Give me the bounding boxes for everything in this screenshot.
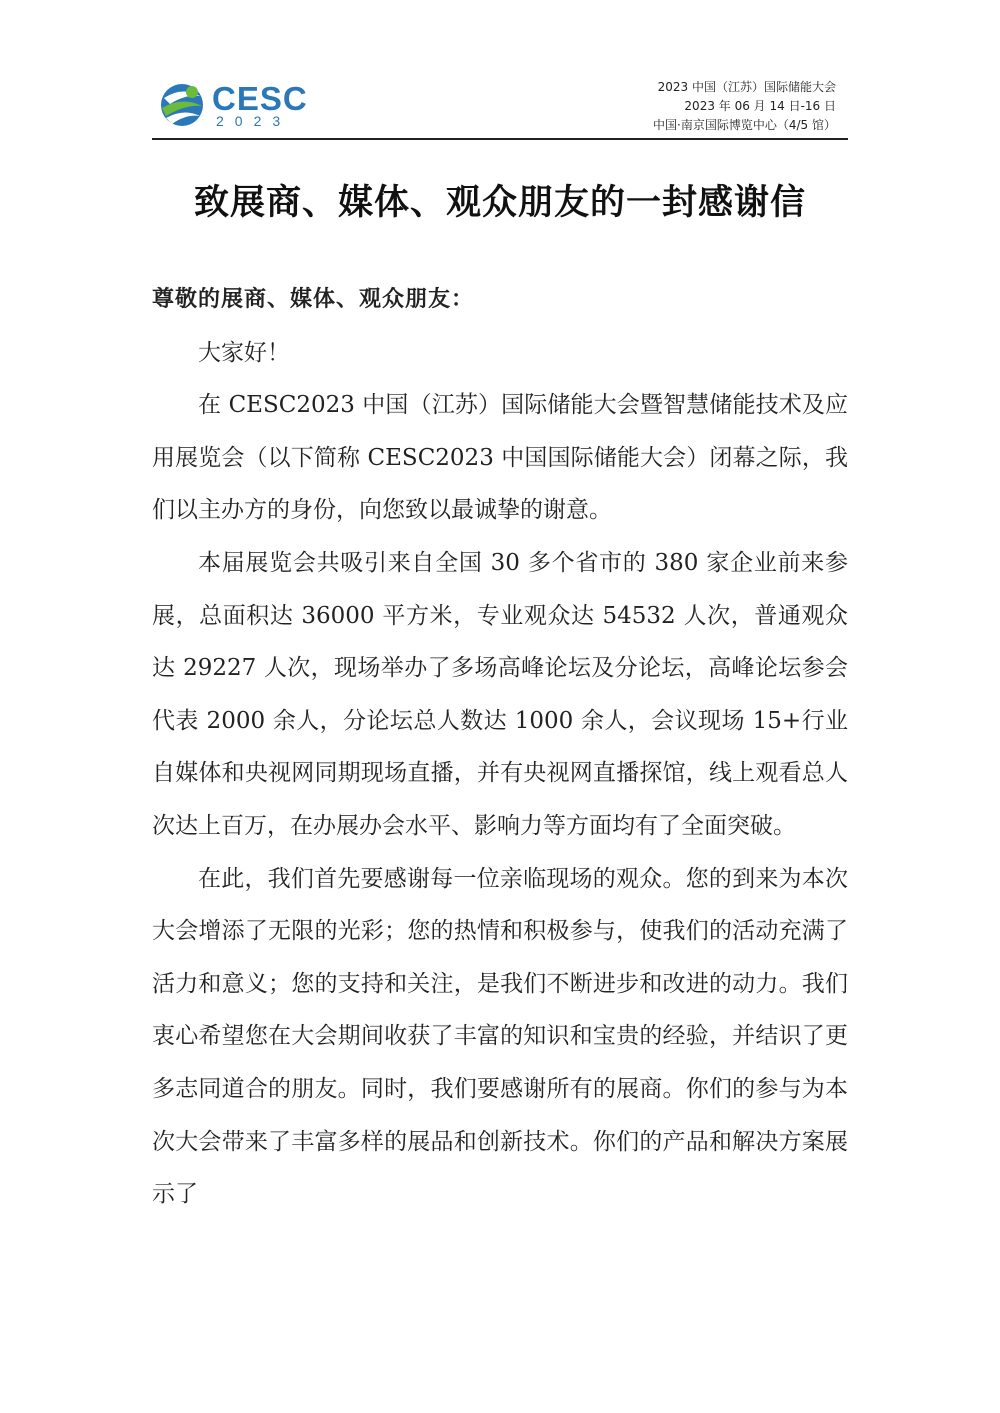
event-dates: 2023 年 06 月 14 日-16 日 xyxy=(684,99,836,113)
body-paragraph: 在 CESC2023 中国（江苏）国际储能大会暨智慧储能技术及应用展览会（以下简称 CESC2023 中国国际储能大会）闭幕之际，我们以主办方的身份，向您致以最诚挚的谢意。 xyxy=(152,392,848,524)
event-name: 2023 中国（江苏）国际储能大会 xyxy=(657,80,836,94)
globe-logo-icon xyxy=(156,78,208,130)
body-paragraph: 本届展览会共吸引来自全国 30 多个省市的 380 家企业前来参展，总面积达 36000 平方米，专业观众达 54532 人次，普通观众达 29227 人次，现场举办了多场高峰论坛及分论坛，高峰论坛参会代表 2000 余人，分论坛总人数达 1000 余人，会议现场 15+行业自媒体和央视网同期现场直播，并有央视网直播探馆，线上观看总人次达上百万，在办展办会水平、影响力等方面均有了全面突破。 xyxy=(152,549,848,839)
event-venue: 中国·南京国际博览中心（4/5 馆） xyxy=(653,118,836,132)
event-info xyxy=(653,78,836,135)
logo-year: 2023 xyxy=(216,113,292,129)
letter-title: 致展商、媒体、观众朋友的一封感谢信 xyxy=(193,183,806,223)
cesc-logo xyxy=(156,78,326,130)
body-paragraph: 在此，我们首先要感谢每一位亲临现场的观众。您的到来为本次大会增添了无限的光彩；您的热情和积极参与，使我们的活动充满了活力和意义；您的支持和关注，是我们不断进步和改进的动力。我们衷心希望您在大会期间收获了丰富的知识和宝贵的经验，并结识了更多志同道合的朋友。同时，我们要感谢所有的展商。你们的参与为本次大会带来了丰富多样的展品和创新技术。你们的产品和解决方案展示了 xyxy=(152,865,848,1208)
greeting-paragraph: 大家好！ xyxy=(198,339,290,366)
letter-body xyxy=(152,274,848,1221)
salutation: 尊敬的展商、媒体、观众朋友： xyxy=(152,287,475,312)
header-divider xyxy=(152,138,848,140)
letterhead xyxy=(152,72,848,142)
logo-wordmark: CESC xyxy=(212,80,308,117)
